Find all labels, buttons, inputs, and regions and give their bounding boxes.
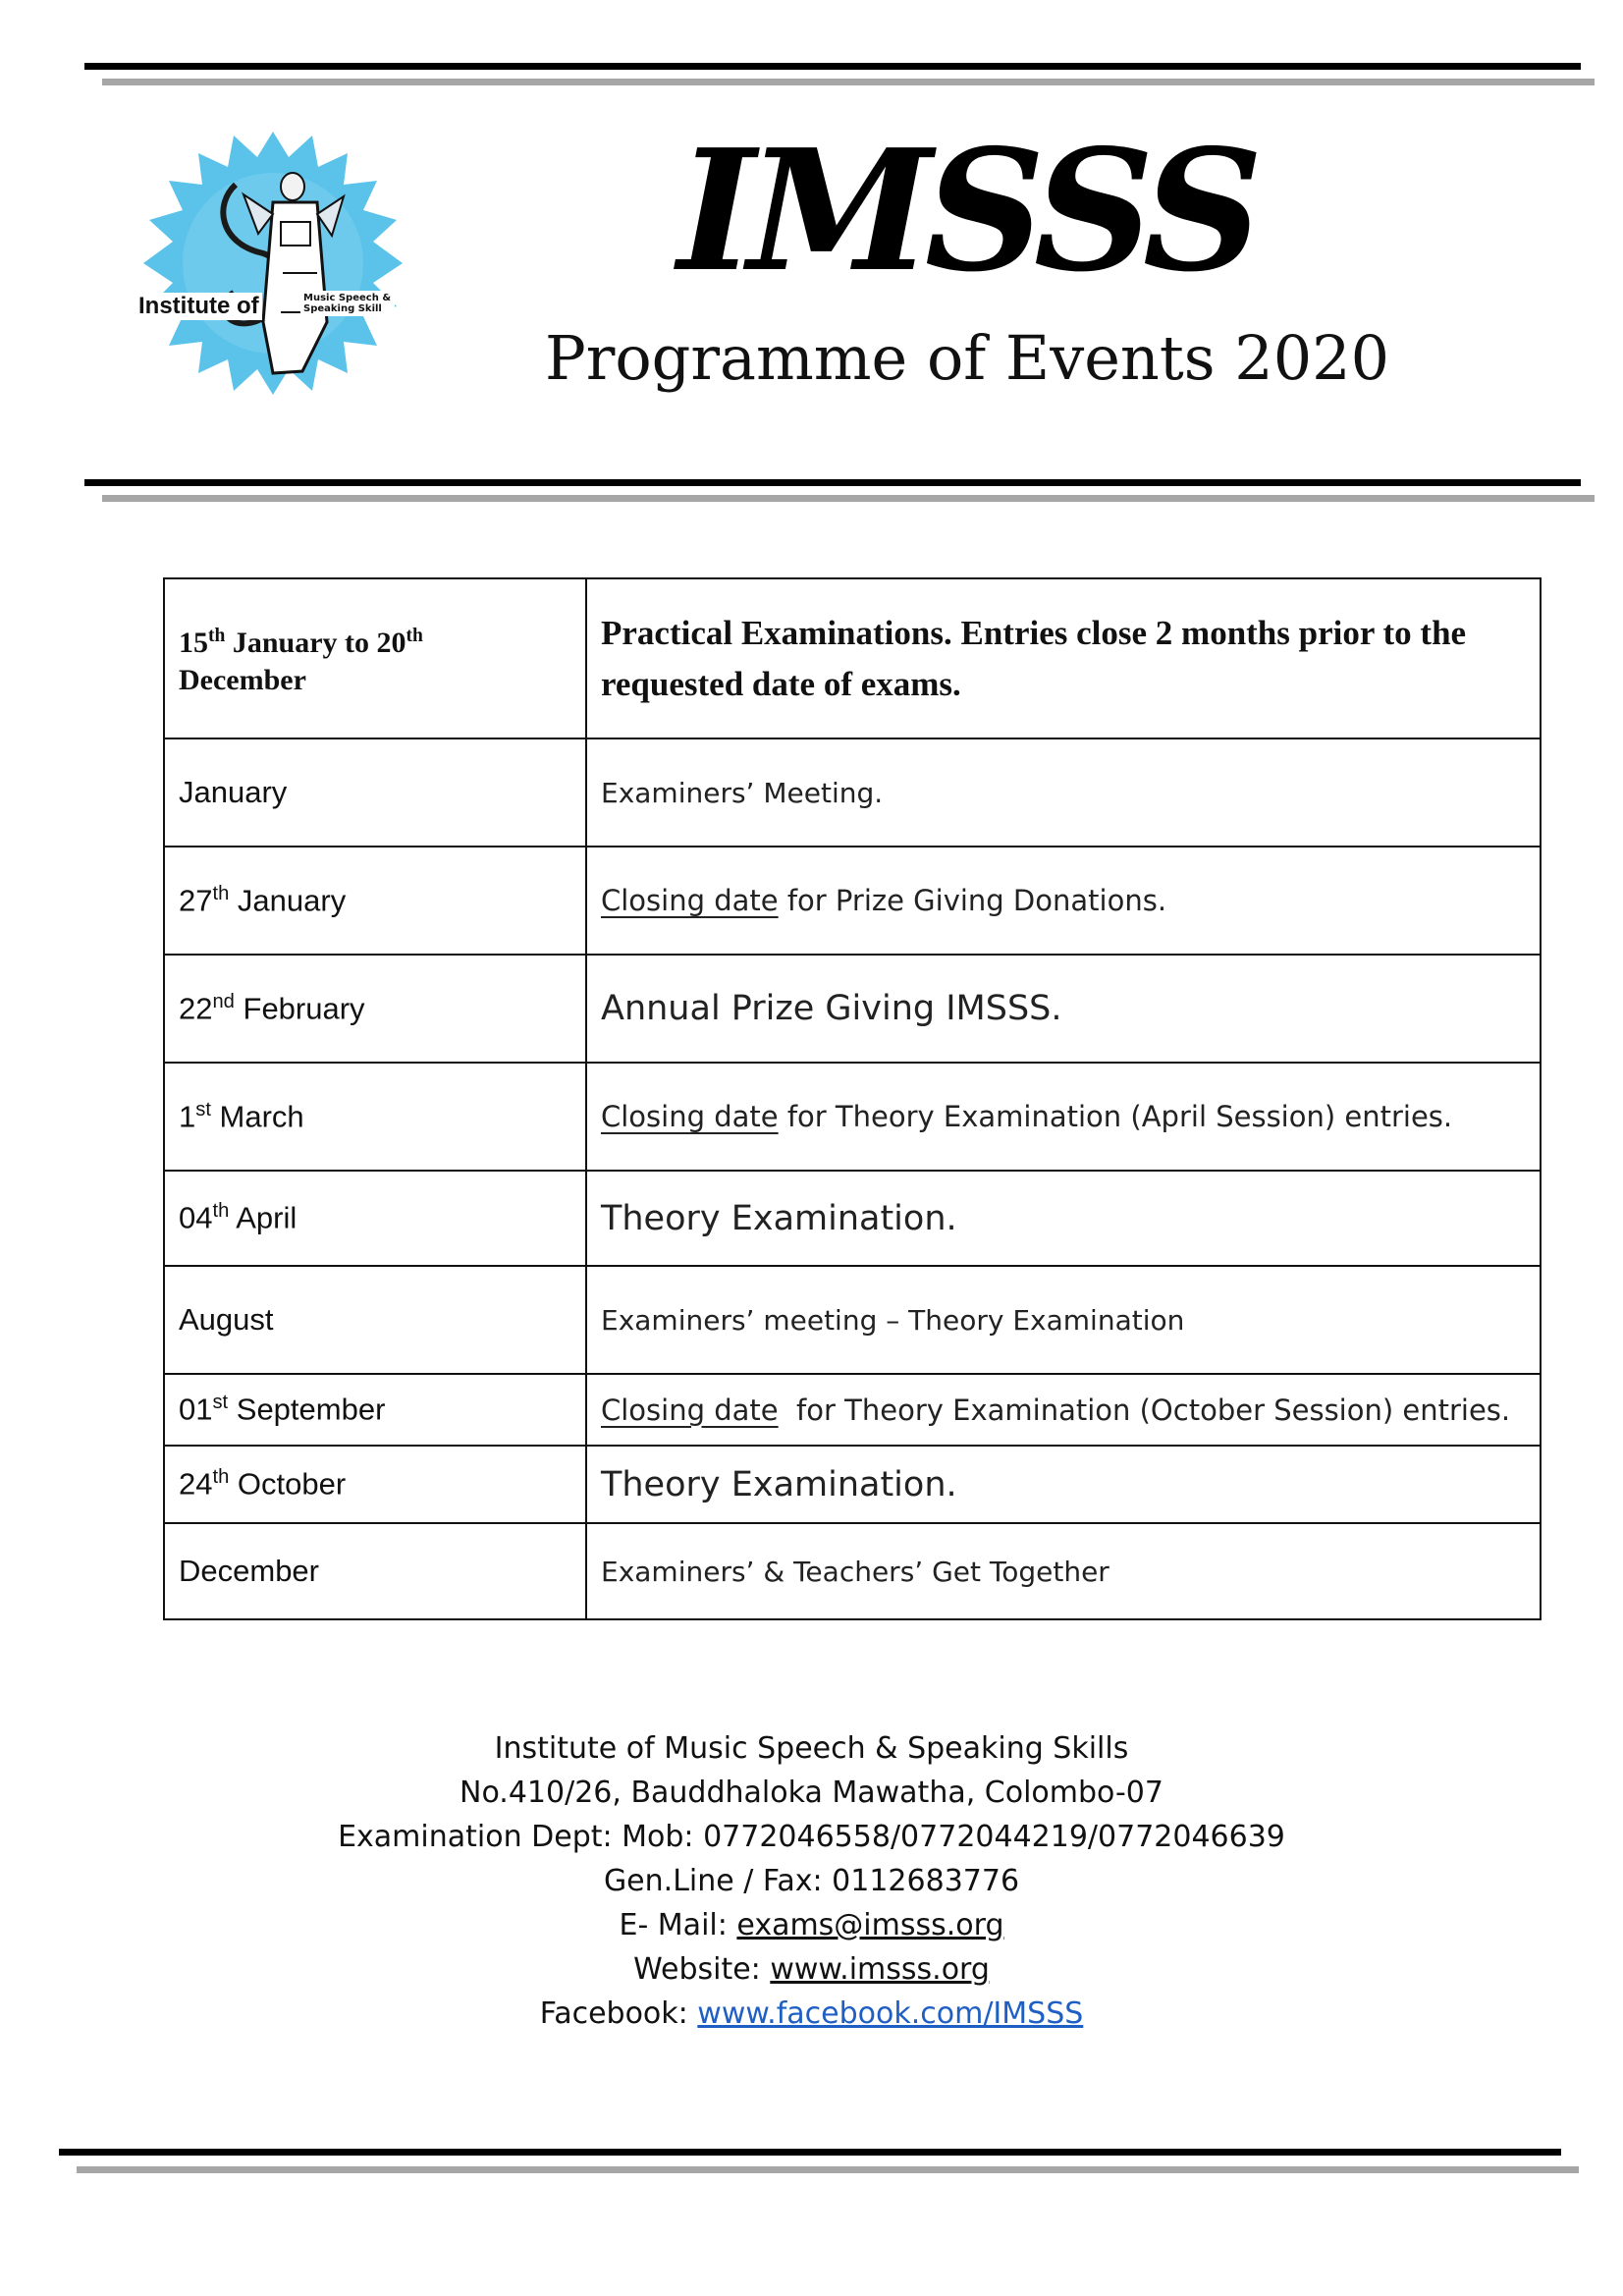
events-table bbox=[163, 577, 1542, 1620]
email-line: E- Mail: exams@imsss.org bbox=[619, 1908, 1004, 1942]
table-row bbox=[164, 578, 1541, 738]
email-link[interactable]: exams@imsss.org bbox=[736, 1908, 1004, 1942]
top-rule-black bbox=[84, 63, 1581, 70]
event-date: 04th April bbox=[164, 1171, 586, 1266]
table-row bbox=[164, 1446, 1541, 1523]
table-row bbox=[164, 847, 1541, 955]
brand-wordmark: IMSSS bbox=[677, 113, 1256, 309]
event-description: Closing date for Theory Examination (April Session) entries. bbox=[586, 1063, 1541, 1171]
mid-rule-grey bbox=[102, 495, 1595, 502]
event-description: Examiners’ meeting – Theory Examination bbox=[586, 1266, 1541, 1374]
logo-small-text: Music Speech & Speaking Skill bbox=[300, 291, 395, 316]
event-date: 24th October bbox=[164, 1446, 586, 1523]
event-description: Theory Examination. bbox=[586, 1446, 1541, 1523]
website-line: Website: www.imsss.org bbox=[633, 1952, 990, 1987]
event-description: Theory Examination. bbox=[586, 1171, 1541, 1266]
contact-block bbox=[0, 1726, 1623, 2036]
address: No.410/26, Bauddhaloka Mawatha, Colombo-07 bbox=[460, 1776, 1163, 1810]
page-title: Programme of Events 2020 bbox=[545, 322, 1390, 394]
top-rule-grey bbox=[102, 79, 1595, 85]
event-description: Practical Examinations. Entries close 2 months prior to the requested date of exams. bbox=[586, 578, 1541, 738]
event-description: Examiners’ & Teachers’ Get Together bbox=[586, 1523, 1541, 1619]
event-date: 27th January bbox=[164, 847, 586, 955]
mid-rule-black bbox=[84, 479, 1581, 486]
event-date: 1st March bbox=[164, 1063, 586, 1171]
table-row bbox=[164, 1523, 1541, 1619]
event-date: 15th January to 20th December bbox=[164, 578, 586, 738]
event-date: January bbox=[164, 738, 586, 847]
facebook-line: Facebook: www.facebook.com/IMSSS bbox=[539, 1996, 1084, 2031]
bottom-rule-grey bbox=[77, 2166, 1579, 2173]
institute-name: Institute of Music Speech & Speaking Skills bbox=[494, 1731, 1129, 1766]
event-date: 01st September bbox=[164, 1374, 586, 1446]
event-description: Closing date for Theory Examination (October Session) entries. bbox=[586, 1374, 1541, 1446]
table-row bbox=[164, 1171, 1541, 1266]
event-date: August bbox=[164, 1266, 586, 1374]
event-description: Closing date for Prize Giving Donations. bbox=[586, 847, 1541, 955]
event-description: Annual Prize Giving IMSSS. bbox=[586, 955, 1541, 1063]
logo-seal-icon bbox=[126, 126, 420, 401]
table-row bbox=[164, 955, 1541, 1063]
institute-logo bbox=[126, 126, 420, 401]
table-row bbox=[164, 1063, 1541, 1171]
event-date: 22nd February bbox=[164, 955, 586, 1063]
logo-text: Institute of bbox=[135, 293, 262, 320]
bottom-rule-black bbox=[59, 2149, 1561, 2156]
fax: Gen.Line / Fax: 0112683776 bbox=[603, 1864, 1020, 1898]
facebook-link[interactable]: www.facebook.com/IMSSS bbox=[697, 1996, 1084, 2031]
table-row bbox=[164, 738, 1541, 847]
event-description: Examiners’ Meeting. bbox=[586, 738, 1541, 847]
table-row bbox=[164, 1374, 1541, 1446]
exam-dept-phones: Examination Dept: Mob: 0772046558/0772044219/0772046639 bbox=[338, 1820, 1285, 1854]
event-date: December bbox=[164, 1523, 586, 1619]
table-row bbox=[164, 1266, 1541, 1374]
website-link[interactable]: www.imsss.org bbox=[770, 1952, 990, 1987]
